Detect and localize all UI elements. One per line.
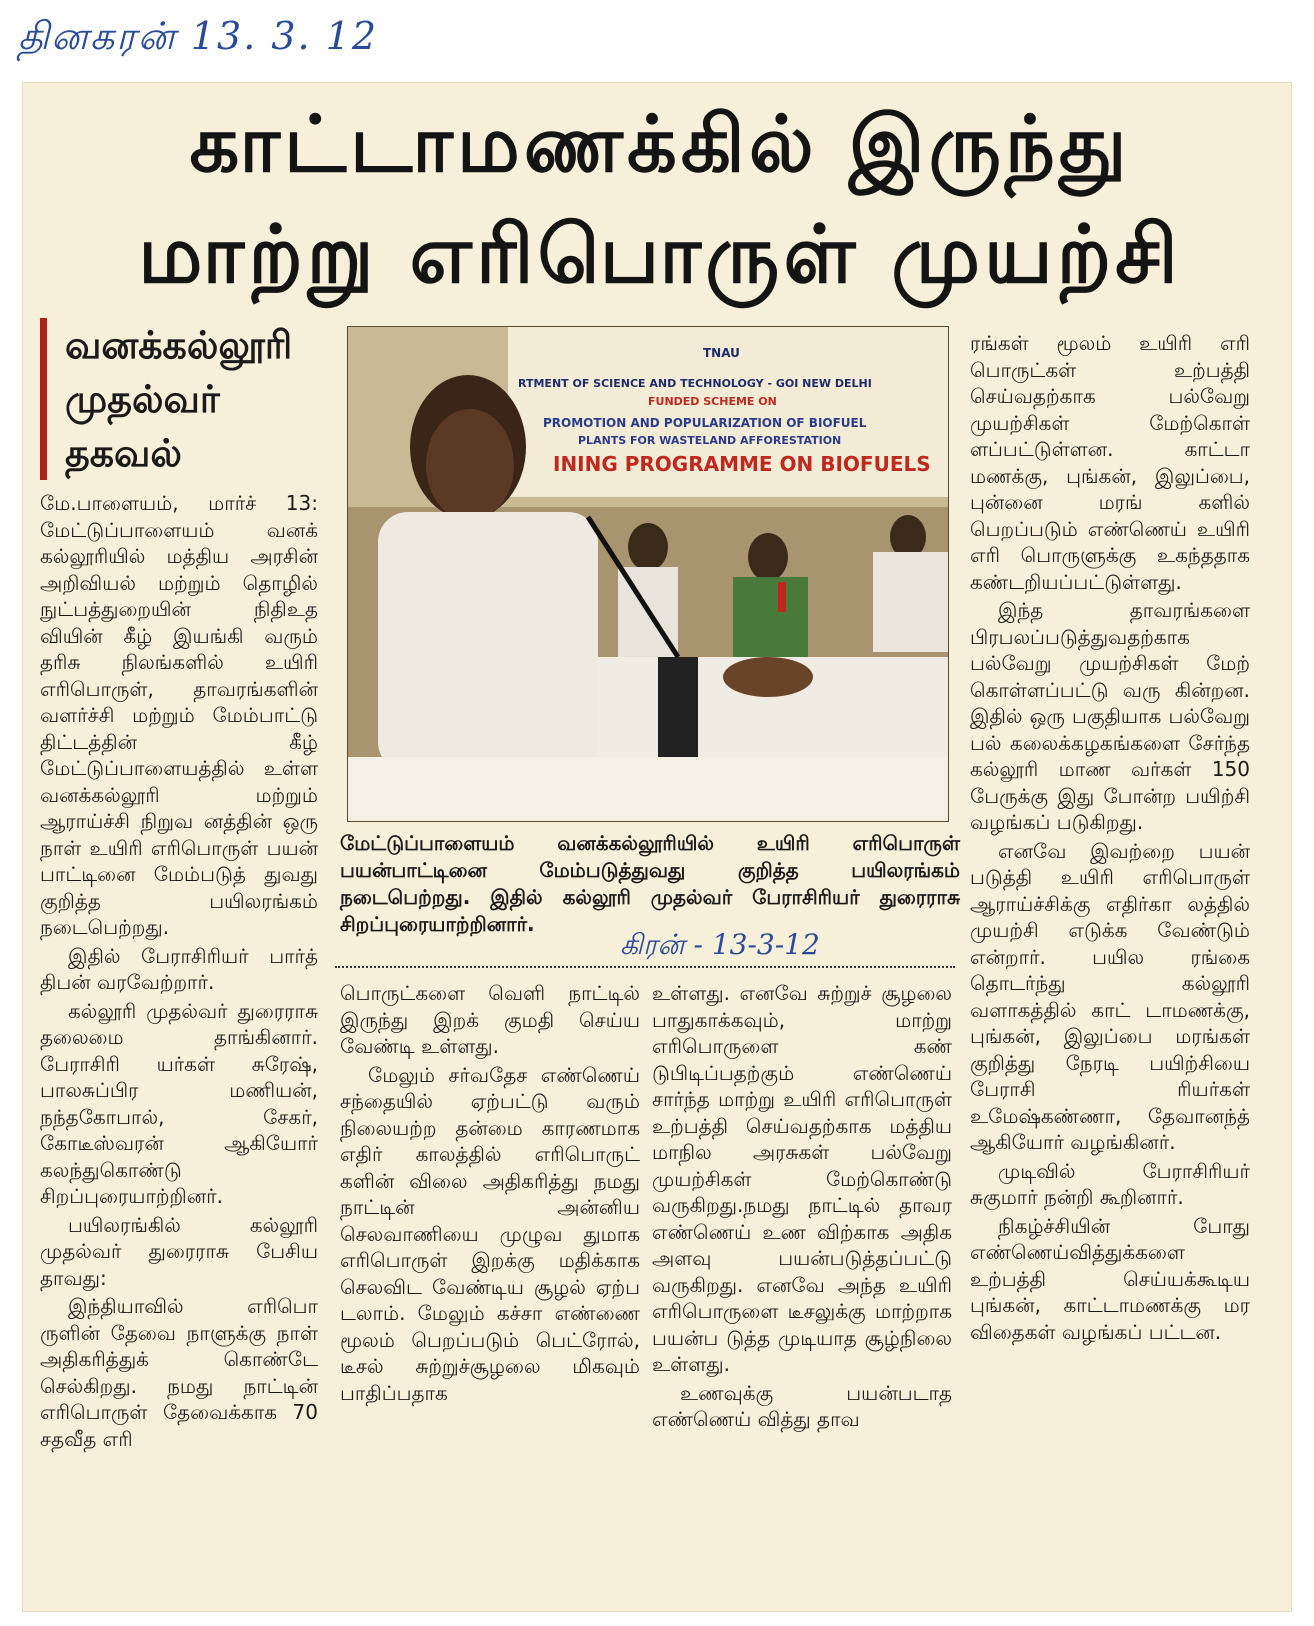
col4-para-2: இந்த தாவரங்களை பிரபலப்படுத்துவதற்காக பல்வேறு முயற்சிகள் மேற் கொள்ளப்பட்டு வரு கின்றன. இதில் ஒரு பகுதியாக பல்வேறு பல் கலைக்கழகங்களை சேர்ந்த கல்லூரி மாண வர்கள் 150 பேருக்கு இது போன்ற பயிற்சி வழங்கப் படுகிறது. — [970, 598, 1250, 834]
banner-line-tnau: TNAU — [703, 346, 740, 360]
caption-handwritten-note: கிரன் - 13-3-12 — [620, 928, 820, 961]
col4-para-4: முடிவில் பேராசிரியர் சுகுமார் நன்றி கூறினார். — [970, 1158, 1250, 1209]
col3-para-2: உணவுக்கு பயன்படாத எண்ணெய் வித்து தாவ — [652, 1380, 952, 1431]
headline-line-1: காட்டாமணக்கில் இருந்து — [189, 100, 1131, 190]
banner-line-programme: INING PROGRAMME ON BIOFUELS — [553, 452, 931, 476]
col1-para-2: இதில் பேராசிரியர் பார்த் திபன் வரவேற்றார். — [40, 943, 318, 994]
kicker-line-2: முதல்வர் — [65, 377, 220, 421]
article-column-3 — [652, 980, 952, 1435]
article-column-1 — [40, 490, 318, 1454]
banner-line-funded: FUNDED SCHEME ON — [648, 395, 777, 408]
kicker-box — [40, 318, 355, 480]
col1-para-3: கல்லூரி முதல்வர் துரைராசு தலைமை தாங்கினார். பேராசிரி யர்கள் சுரேஷ், பாலசுப்பிர மணியன், நந்தகோபால், சேகர், கோடீஸ்வரன் ஆகியோர் கலந்துகொண்டு சிறப்புரையாற்றினர். — [40, 998, 318, 1208]
headline-line-2: மாற்று எரிபொருள் முயற்சி — [138, 208, 1182, 301]
col4-para-1: ரங்கள் மூலம் உயிரி எரி பொருட்கள் உற்பத்தி செய்வதற்காக பல்வேறு முயற்சிகள் மேற்கொள் ளப்பட்டுள்ளன. காட்டா மணக்கு, புங்கன், இலுப்பை, புன்னை மரங் களில் பெறப்படும் எண்ணெய் உயிரி எரி பொருளுக்கு உகந்ததாக கண்டறியப்பட்டுள்ளது. — [970, 331, 1250, 594]
kicker-line-1: வனக்கல்லூரி — [65, 323, 293, 367]
banner-line-plants: PLANTS FOR WASTELAND AFFORESTATION — [578, 434, 842, 447]
handwritten-date-note: தினகரன் 13. 3. 12 — [18, 14, 379, 58]
photo-caption: மேட்டுப்பாளையம் வனக்கல்லூரியில் உயிரி எரிபொருள் பயன்பாட்டினை மேம்படுத்துவது குறித்த பயிலரங்கம் நடைபெற்றது. இதில் கல்லூரி முதல்வர் பேராசிரியர் துரைராசு சிறப்புரையாற்றினார். — [340, 831, 960, 936]
banner-line-dst: RTMENT OF SCIENCE AND TECHNOLOGY - GOI NEW DELHI — [518, 377, 872, 390]
col2-para-1: பொருட்களை வெளி நாட்டில் இருந்து இறக் குமதி செய்ய வேண்டி உள்ளது. — [340, 981, 640, 1058]
article-column-2 — [340, 980, 640, 1408]
dotted-divider — [335, 966, 955, 968]
col1-para-1: மே.பாளையம், மார்ச் 13: மேட்டுப்பாளையம் வனக் கல்லூரியில் மத்திய அரசின் அறிவியல் மற்றும் தொழில் நுட்பத்துறையின் நிதிஉத வியின் கீழ் இயங்கி வரும் தரிசு நிலங்களில் உயிரி எரிபொருள், தாவரங்களின் வளர்ச்சி மற்றும் மேம்பாட்டு திட்டத்தின் கீழ் மேட்டுப்பாளையத்தில் உள்ள வனக்கல்லூரி மற்றும் ஆராய்ச்சி நிறுவ னத்தின் ஒரு நாள் உயிரி எரிபொருள் பயன் பாட்டினை மேம்படுத் துவது குறித்த பயிலரங்கம் நடைபெற்றது. — [40, 491, 318, 939]
col1-para-5: இந்தியாவில் எரிபொ ருளின் தேவை நாளுக்கு நாள் அதிகரித்துக் கொண்டே செல்கிறது. நமது நாட்டின் எரிபொருள் தேவைக்காக 70 சதவீத எரி — [40, 1294, 318, 1451]
kicker-line-3: தகவல் — [65, 431, 182, 475]
article-column-4 — [970, 330, 1250, 1347]
event-photo-illustration — [348, 327, 948, 821]
banner-line-promotion: PROMOTION AND POPULARIZATION OF BIOFUEL — [543, 416, 867, 430]
event-photo — [347, 326, 949, 822]
col1-para-4: பயிலரங்கில் கல்லூரி முதல்வர் துரைராசு பேசிய தாவது: — [40, 1212, 318, 1290]
col2-para-2: மேலும் சர்வதேச எண்ணெய் சந்தையில் ஏற்பட்டு வரும் நிலையற்ற தன்மை காரணமாக எதிர் காலத்தில் எரிபொருட் களின் விலை அதிகரித்து நமது நாட்டின் அன்னிய செலவாணியை முழுவ துமாக எரிபொருள் இறக்கு மதிக்காக செலவிட வேண்டிய சூழல் ஏற்ப டலாம். மேலும் கச்சா எண்ணை மூலம் பெறப்படும் பெட்ரோல், டீசல் சுற்றுச்சூழலை மிகவும் பாதிப்பதாக — [340, 1062, 640, 1405]
col4-para-5: நிகழ்ச்சியின் போது எண்ணெய்வித்துக்களை உற்பத்தி செய்யக்கூடிய புங்கன், காட்டாமணக்கு மர விதைகள் வழங்கப் பட்டன. — [970, 1213, 1250, 1344]
col3-para-1: உள்ளது. எனவே சுற்றுச் சூழலை பாதுகாக்கவும், மாற்று எரிபொருளை கண் டுபிடிப்பதற்கும் எண்ணெய் சார்ந்த மாற்று உயிரி எரிபொருள் உற்பத்தி செய்வதற்காக மத்திய மாநில அரசுகள் பல்வேறு முயற்சிகள் மேற்கொண்டு வருகிறது.நமது நாட்டில் தாவர எண்ணெய் உண விற்காக அதிக அளவு பயன்படுத்தப்பட்டு வருகிறது. எனவே அந்த உயிரி எரிபொருளை டீசலுக்கு மாற்றாக பயன்ப டுத்த முடியாத சூழ்நிலை உள்ளது. — [652, 981, 952, 1376]
col4-para-3: எனவே இவற்றை பயன் படுத்தி உயிரி எரிபொருள் ஆராய்ச்சிக்கு எதிர்கா லத்தில் முயற்சி எடுக்க வேண்டும் என்றார். பயில ரங்கை தொடர்ந்து கல்லூரி வளாகத்தில் காட் டாமணக்கு, புங்கன், இலுப்பை மரங்கள் குறித்து நேரடி பயிற்சியை பேராசி ரியர்கள் உமேஷ்கண்ணா, தேவானந்த் ஆகியோர் வழங்கினர். — [970, 838, 1250, 1154]
